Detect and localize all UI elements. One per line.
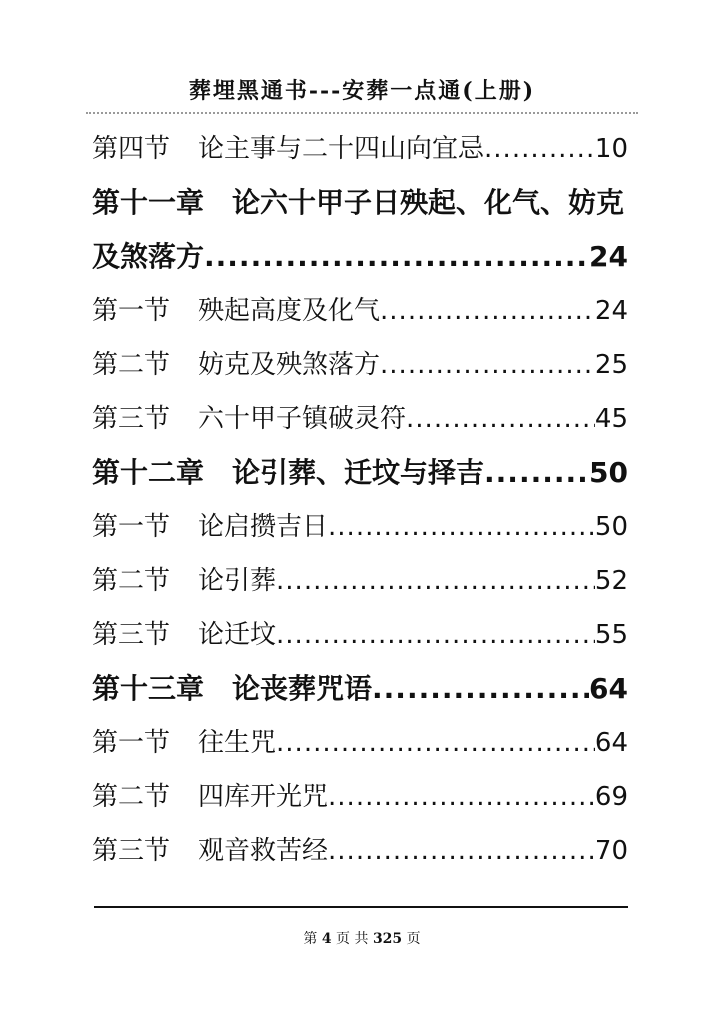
entry-page: 50 <box>594 512 628 542</box>
entry-number: 第二节 <box>92 350 171 380</box>
dot-leader <box>204 230 589 284</box>
toc-entry-chapter[interactable] <box>92 446 628 500</box>
dot-leader <box>406 392 595 446</box>
toc-entry-chapter[interactable] <box>92 176 628 230</box>
entry-title: 论启攒吉日 <box>198 512 329 542</box>
footer-suffix: 页 <box>406 931 421 947</box>
toc-entry-section[interactable] <box>92 338 628 392</box>
running-header: 葬埋黑通书---安葬一点通(上册) <box>188 78 536 104</box>
entry-page: 64 <box>594 728 628 758</box>
toc-entry-section[interactable] <box>92 284 628 338</box>
toc-entry-section[interactable] <box>92 770 628 824</box>
entry-page: 25 <box>594 350 628 380</box>
toc-entry-section[interactable] <box>92 392 628 446</box>
entry-page: 55 <box>594 620 628 650</box>
entry-page: 52 <box>594 566 628 596</box>
toc-entry-section[interactable] <box>92 608 628 662</box>
current-page-number: 4 <box>321 931 332 947</box>
entry-number: 第十三章 <box>92 672 205 705</box>
entry-number: 第三节 <box>92 620 171 650</box>
entry-title: 四库开光咒 <box>198 782 329 812</box>
entry-number: 第十二章 <box>92 456 205 489</box>
entry-title: 六十甲子镇破灵符 <box>198 404 407 434</box>
entry-page: 69 <box>594 782 628 812</box>
footer-middle: 页 共 <box>336 931 369 947</box>
dot-leader <box>276 554 595 608</box>
table-of-contents <box>92 122 628 878</box>
entry-title: 论六十甲子日殃起、化气、妨克 <box>232 186 625 219</box>
toc-entry-chapter-continuation[interactable] <box>92 230 628 284</box>
dot-leader <box>276 608 595 662</box>
footer-divider <box>94 906 628 908</box>
page-footer <box>0 928 724 948</box>
entry-page: 64 <box>589 672 628 705</box>
toc-entry-section[interactable] <box>92 554 628 608</box>
entry-title: 妨克及殃煞落方 <box>198 350 381 380</box>
toc-entry-section[interactable] <box>92 716 628 770</box>
entry-title: 论主事与二十四山向宜忌 <box>198 134 485 164</box>
entry-page: 24 <box>594 296 628 326</box>
entry-number: 第十一章 <box>92 186 205 219</box>
entry-number: 第二节 <box>92 566 171 596</box>
entry-page: 70 <box>594 836 628 866</box>
entry-title: 论丧葬咒语 <box>232 672 373 705</box>
dot-leader <box>328 770 595 824</box>
dot-leader <box>380 338 595 392</box>
entry-title: 观音救苦经 <box>198 836 329 866</box>
dot-leader <box>484 122 595 176</box>
entry-number: 第一节 <box>92 512 171 542</box>
entry-title: 论迁坟 <box>198 620 277 650</box>
dot-leader <box>484 446 589 500</box>
toc-entry-chapter[interactable] <box>92 662 628 716</box>
dot-leader <box>328 500 595 554</box>
entry-number: 第三节 <box>92 836 171 866</box>
entry-number: 第一节 <box>92 728 171 758</box>
toc-entry-section[interactable] <box>92 824 628 878</box>
toc-entry-section[interactable] <box>92 122 628 176</box>
entry-number: 第一节 <box>92 296 171 326</box>
dot-leader <box>276 716 595 770</box>
entry-page: 50 <box>589 456 628 489</box>
header-divider <box>86 112 638 114</box>
toc-entry-section[interactable] <box>92 500 628 554</box>
entry-title: 论引葬 <box>198 566 277 596</box>
entry-page: 45 <box>594 404 628 434</box>
dot-leader <box>380 284 595 338</box>
footer-prefix: 第 <box>303 931 318 947</box>
entry-title: 及煞落方 <box>92 240 205 273</box>
entry-title: 往生咒 <box>198 728 277 758</box>
dot-leader <box>328 824 595 878</box>
entry-number: 第三节 <box>92 404 171 434</box>
entry-title: 论引葬、迁坟与择吉 <box>232 456 485 489</box>
entry-page: 10 <box>594 134 628 164</box>
entry-page: 24 <box>589 240 628 273</box>
entry-title: 殃起高度及化气 <box>198 296 381 326</box>
dot-leader <box>372 662 589 716</box>
total-pages: 325 <box>372 931 403 947</box>
entry-number: 第二节 <box>92 782 171 812</box>
entry-number: 第四节 <box>92 134 171 164</box>
